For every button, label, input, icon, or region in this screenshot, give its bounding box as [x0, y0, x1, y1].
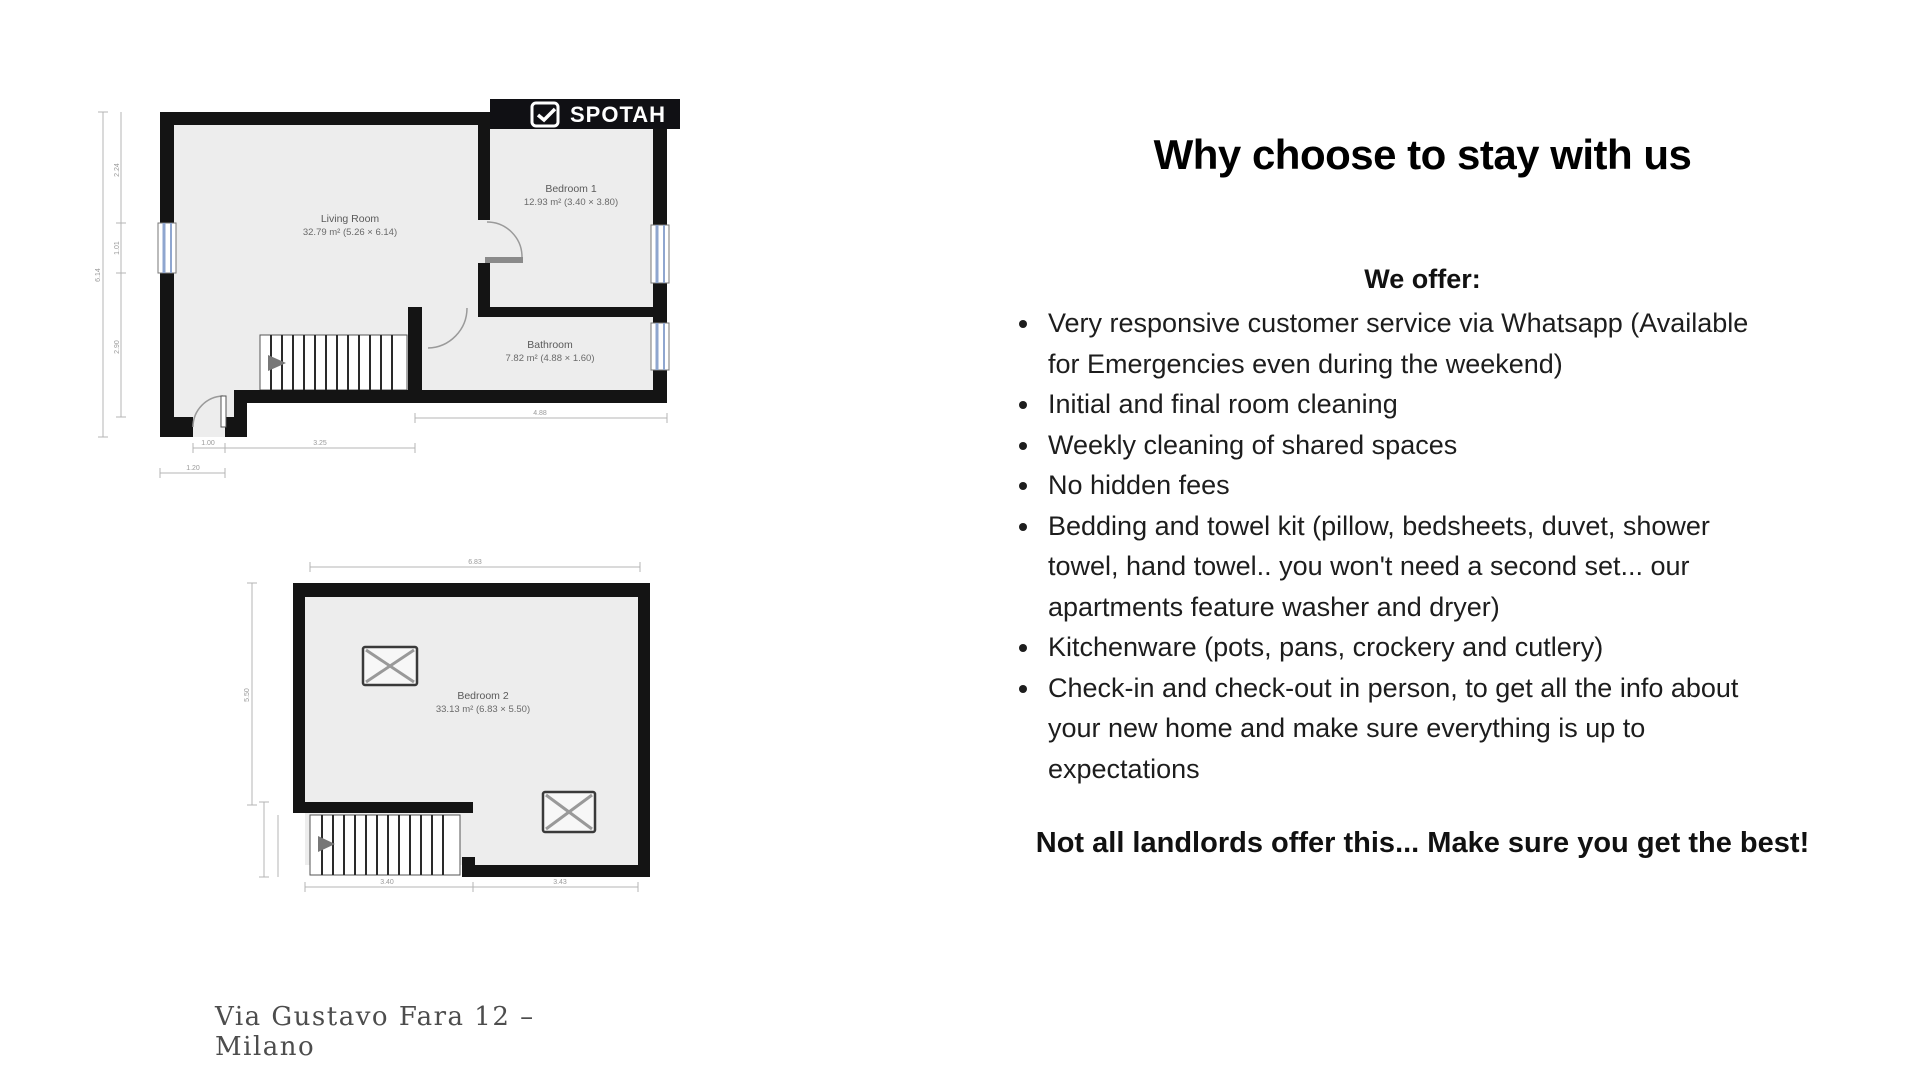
offer-item: • Check-in and check-out in person, to get all the info about your new home and make sure everything is up to expectations: [1042, 668, 1772, 790]
room-area-bathroom: 7.82 m² (4.88 × 1.60): [505, 353, 595, 364]
dim-bottom-left: 3.40: [380, 879, 394, 886]
room-area-living-room: 32.79 m² (5.26 × 6.14): [302, 227, 398, 238]
offer-item: • No hidden fees: [1042, 465, 1772, 506]
dim-left-total: 5.50: [244, 688, 251, 702]
room-area-bedroom2: 33.13 m² (6.83 × 5.50): [435, 704, 531, 715]
dim-bathroom-width: 4.88: [533, 410, 547, 417]
dim-bottom-mid: 3.25: [313, 440, 327, 447]
upper-floorplan: [90, 85, 680, 495]
dim-entrance: 1.00: [201, 440, 215, 447]
lower-staircase: [310, 815, 460, 875]
room-area-bedroom1: 12.93 m² (3.40 × 3.80): [523, 197, 619, 208]
upper-staircase: [260, 335, 407, 390]
watermark-text: SPOTAH: [570, 102, 667, 127]
room-label-living-room: Living Room: [320, 213, 380, 225]
room-label-bedroom1: Bedroom 1: [545, 183, 597, 195]
window-bathroom-right: [651, 323, 669, 370]
window-living-room-left: [158, 223, 176, 273]
closing-note: Not all landlords offer this... Make sure you get the best!: [1035, 827, 1810, 860]
address-caption: Via Gustavo Fara 12 – Milano: [215, 1002, 535, 1062]
offer-item: • Weekly cleaning of shared spaces: [1042, 425, 1772, 466]
dim-left-a: 2.24: [114, 163, 121, 177]
marketing-panel: [1000, 130, 1845, 860]
dim-top: 6.83: [468, 559, 482, 566]
offer-list: [1012, 303, 1772, 789]
spotahome-watermark: [490, 99, 680, 129]
dim-entry-depth: 1.20: [186, 465, 200, 472]
roof-window-icon: [363, 647, 417, 685]
window-bedroom1-right: [651, 225, 669, 283]
dim-left-b: 1.01: [114, 241, 121, 255]
lower-floorplan: [240, 555, 680, 925]
offer-item: • Bedding and towel kit (pillow, bedsheets, duvet, shower towel, hand towel.. you won't need a second set... our apartments feature washer and dryer): [1042, 506, 1772, 628]
page-title: Why choose to stay with us: [1153, 131, 1692, 178]
offer-item: • Kitchenware (pots, pans, crockery and cutlery): [1042, 627, 1772, 668]
room-label-bedroom2: Bedroom 2: [457, 690, 509, 702]
offer-heading: We offer:: [1364, 264, 1481, 295]
dim-left-c: 2.90: [114, 340, 121, 354]
roof-window-icon: [543, 792, 595, 832]
offer-item: • Very responsive customer service via Whatsapp (Available for Emergencies even during the weekend): [1042, 303, 1772, 384]
dim-left-total: 6.14: [95, 268, 102, 282]
room-label-bathroom: Bathroom: [527, 339, 573, 351]
offer-item: • Initial and final room cleaning: [1042, 384, 1772, 425]
dim-bottom-right: 3.43: [553, 879, 567, 886]
